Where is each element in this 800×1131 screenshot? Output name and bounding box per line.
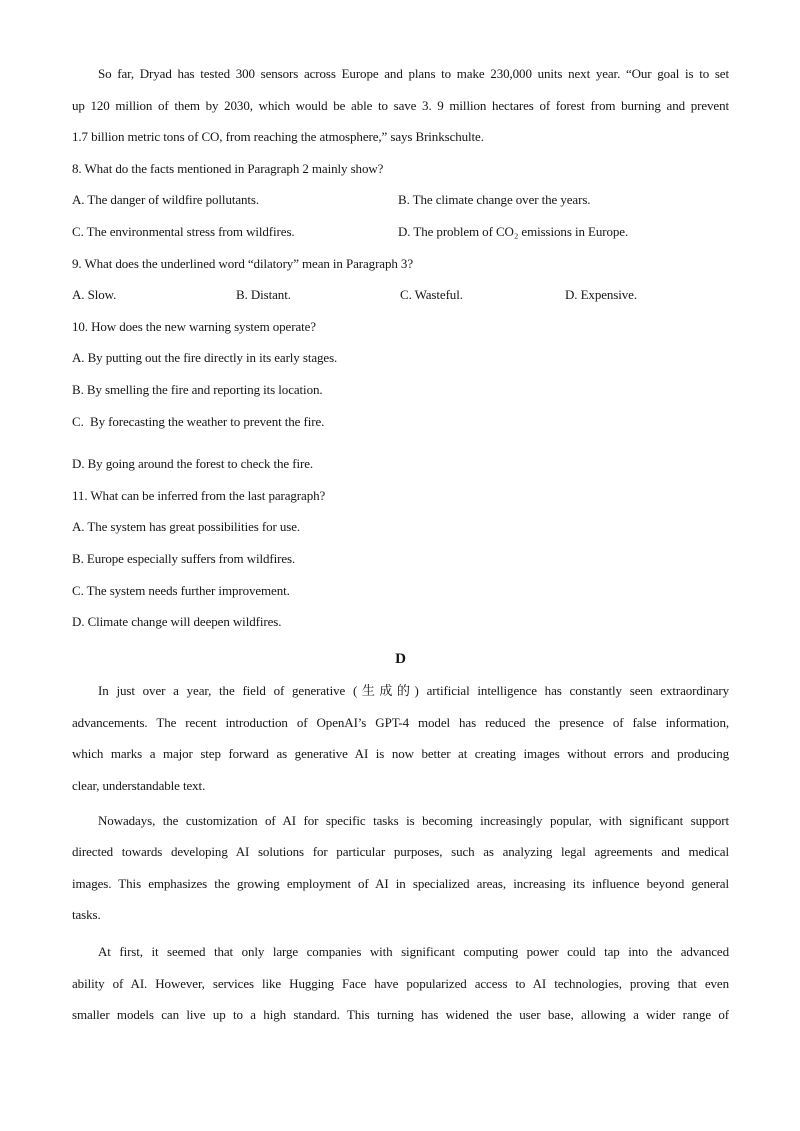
p2-line-4: tasks. (72, 907, 101, 923)
p2-line-3: images. This emphasizes the growing employment of AI in specialized areas, increasing its influence beyond general (72, 875, 729, 891)
q9-option-b: B. Distant. (236, 287, 291, 303)
q9-option-c: C. Wasteful. (400, 287, 463, 303)
p2-line-1: Nowadays, the customization of AI for specific tasks is becoming increasingly popular, with significant support (98, 812, 729, 828)
q9-option-a: A. Slow. (72, 287, 117, 303)
section-d-header: D (395, 650, 406, 667)
question-10-stem: 10. How does the new warning system operate? (72, 318, 316, 334)
p1-line-1: In just over a year, the field of generative (生成的) artificial intelligence has constantly seen extraordinary (98, 683, 729, 699)
q10-option-c: C. By forecasting the weather to prevent the fire. (72, 413, 325, 429)
question-9-stem: 9. What does the underlined word “dilatory” mean in Paragraph 3? (72, 255, 413, 271)
p3-line-3: smaller models can live up to a high standard. This turning has widened the user base, allowing a wider range of (72, 1007, 729, 1023)
passage-d-paragraph-2 (72, 805, 729, 931)
question-11-stem: 11. What can be inferred from the last paragraph? (72, 487, 326, 503)
q11-option-a: A. The system has great possibilities for use. (72, 519, 301, 535)
passage-d-paragraph-3 (72, 936, 729, 1031)
page-content (72, 58, 729, 1031)
intro-line-3: 1.7 billion metric tons of CO, from reaching the atmosphere,” says Brinkschulte. (72, 129, 484, 145)
q10-option-b: B. By smelling the fire and reporting its location. (72, 381, 323, 397)
q8-option-a: A. The danger of wildfire pollutants. (72, 192, 260, 208)
p1-line-3: which marks a major step forward as generative AI is now better at creating images without errors and producing (72, 746, 729, 762)
p3-line-2: ability of AI. However, services like Hugging Face have popularized access to AI technologies, proving that even (72, 975, 729, 991)
q8-option-d: D. The problem of CO₂ emissions in Europe. (398, 223, 629, 239)
question-8-options-row-2 (72, 216, 729, 248)
q10-option-d: D. By going around the forest to check the fire. (72, 456, 314, 472)
q11-option-c: C. The system needs further improvement. (72, 582, 290, 598)
p2-line-2: directed towards developing AI solutions for particular purposes, such as analyzing legal agreements and medical (72, 844, 729, 860)
intro-line-2: up 120 million of them by 2030, which would be able to save 3. 9 million hectares of forest from burning and prevent (72, 97, 729, 113)
question-9-options-row (72, 279, 729, 311)
q9-option-d: D. Expensive. (565, 287, 637, 303)
passage-d-paragraph-1 (72, 675, 729, 801)
p1-line-2: advancements. The recent introduction of OpenAI’s GPT-4 model has reduced the presence of false information, (72, 714, 729, 730)
p1-line-4: clear, understandable text. (72, 778, 206, 794)
intro-line-1: So far, Dryad has tested 300 sensors across Europe and plans to make 230,000 units next year. “Our goal is to set (98, 66, 729, 81)
p3-line-1: At first, it seemed that only large companies with significant computing power could tap into the advanced (98, 944, 729, 960)
q11-option-d: D. Climate change will deepen wildfires. (72, 614, 282, 630)
question-8-options-row-1 (72, 184, 729, 216)
question-8-stem: 8. What do the facts mentioned in Paragraph 2 mainly show? (72, 160, 384, 176)
q8-option-b: B. The climate change over the years. (398, 192, 591, 208)
q8-option-c: C. The environmental stress from wildfires. (72, 223, 295, 239)
q11-option-b: B. Europe especially suffers from wildfires. (72, 550, 296, 566)
q10-option-a: A. By putting out the fire directly in its early stages. (72, 350, 338, 366)
